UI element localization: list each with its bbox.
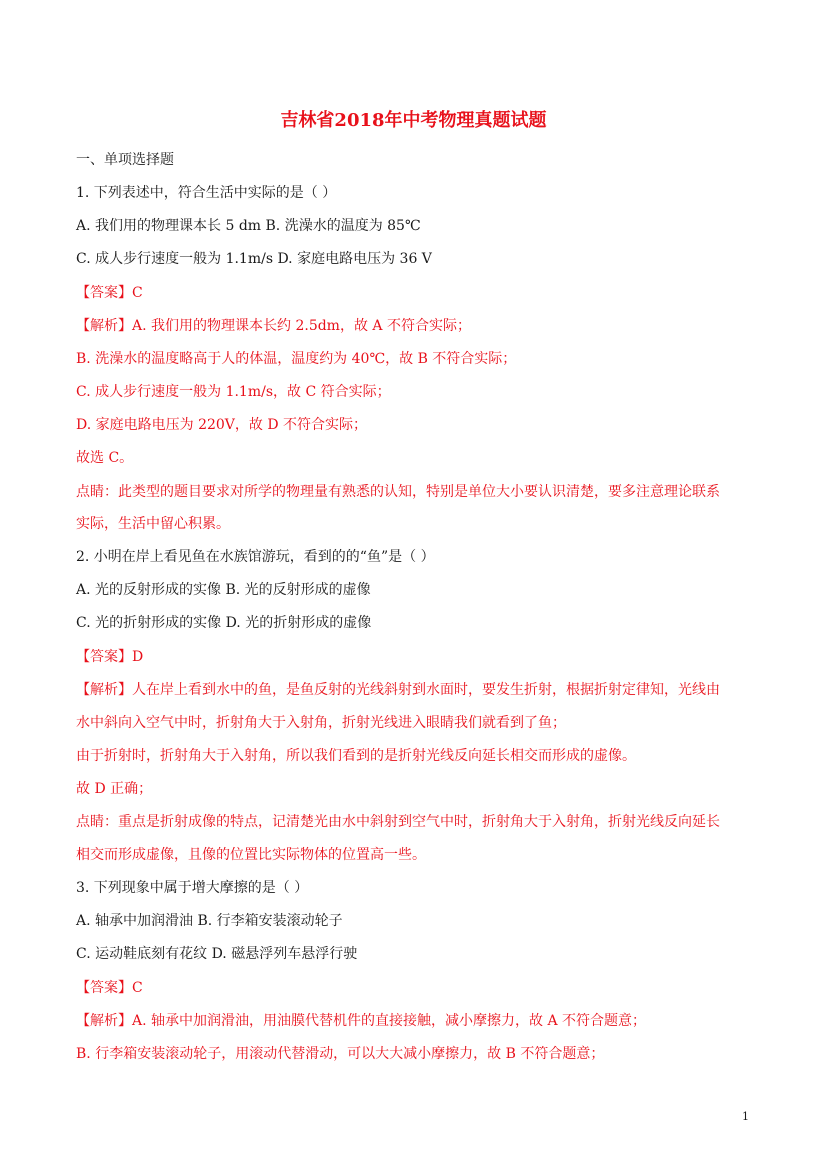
analysis-line: 故选 C。 [76,450,134,466]
analysis-line: D. 家庭电路电压为 220V，故 D 不符合实际； [76,417,368,433]
answer-label: 【答案】C [76,980,143,996]
question-options: C. 成人步行速度一般为 1.1m/s D. 家庭电路电压为 36 V [76,251,432,267]
question-options: A. 我们用的物理课本长 5 dm B. 洗澡水的温度为 85℃ [76,218,421,234]
analysis-line: 故 D 正确； [76,781,153,797]
question-stem: 3. 下列现象中属于增大摩擦的是（ ） [76,880,309,896]
section-heading: 一、单项选择题 [76,152,174,168]
analysis-line: 点睛：此类型的题目要求对所学的物理量有熟悉的认知，特别是单位大小要认识清楚，要多注意理论联系 [76,484,720,500]
analysis-line: 由于折射时，折射角大于入射角，所以我们看到的是折射光线反向延长相交而形成的虚像。 [76,748,636,764]
question-options: C. 光的折射形成的实像 D. 光的折射形成的虚像 [76,615,372,631]
analysis-line: C. 成人步行速度一般为 1.1m/s，故 C 符合实际； [76,384,391,400]
analysis-line: 【解析】A. 我们用的物理课本长约 2.5dm，故 A 不符合实际； [76,318,471,334]
page-number: 1 [742,1110,749,1123]
analysis-line: 点睛：重点是折射成像的特点，记清楚光由水中斜射到空气中时，折射角大于入射角，折射光线反向延长 [76,814,720,830]
page-title: 吉林省2018年中考物理真题试题 [280,110,547,131]
answer-label: 【答案】D [76,649,144,665]
analysis-line: B. 洗澡水的温度略高于人的体温，温度约为 40℃，故 B 不符合实际； [76,351,517,367]
analysis-line: 【解析】人在岸上看到水中的鱼，是鱼反射的光线斜射到水面时，要发生折射，根据折射定律知，光线由 [76,682,720,698]
question-options: A. 轴承中加润滑油 B. 行李箱安装滚动轮子 [76,913,343,929]
analysis-line: B. 行李箱安装滚动轮子，用滚动代替滑动，可以大大减小摩擦力，故 B 不符合题意； [76,1046,605,1062]
question-stem: 1. 下列表述中，符合生活中实际的是（ ） [76,185,337,201]
analysis-line: 实际，生活中留心积累。 [76,516,230,532]
question-options: A. 光的反射形成的实像 B. 光的反射形成的虚像 [76,582,371,598]
analysis-line: 水中斜向入空气中时，折射角大于入射角，折射光线进入眼睛我们就看到了鱼； [76,715,566,731]
analysis-line: 【解析】A. 轴承中加润滑油，用油膜代替机件的直接接触，减小摩擦力，故 A 不符合题意； [76,1013,647,1029]
question-options: C. 运动鞋底刻有花纹 D. 磁悬浮列车悬浮行驶 [76,946,358,962]
question-stem: 2. 小明在岸上看见鱼在水族馆游玩，看到的的“鱼”是（ ） [76,549,435,565]
answer-label: 【答案】C [76,285,143,301]
analysis-line: 相交而形成虚像，且像的位置比实际物体的位置高一些。 [76,847,426,863]
